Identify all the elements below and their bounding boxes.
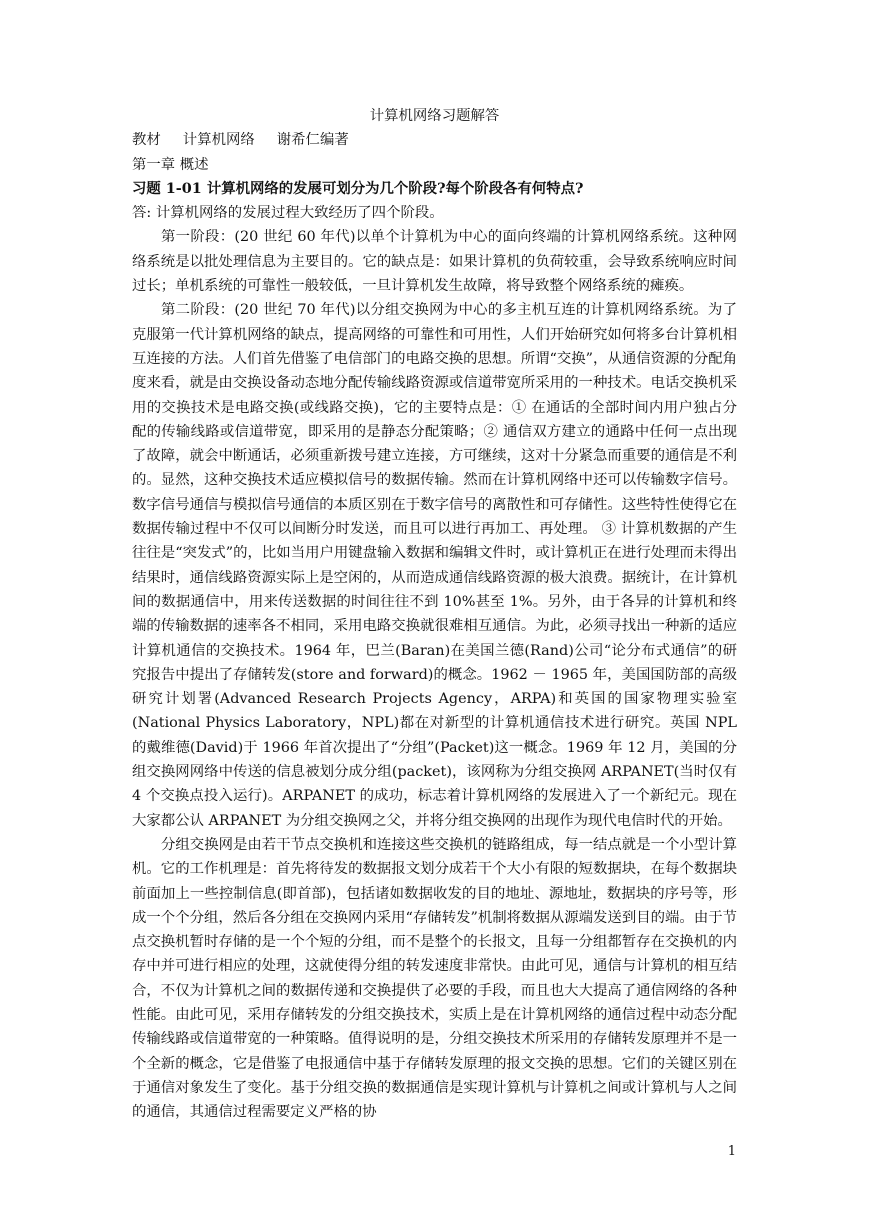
paragraph-stage-one: 第一阶段：(20 世纪 60 年代)以单个计算机为中心的面向终端的计算机网络系统。这种网络系统是以批处理信息为主要目的。它的缺点是：如果计算机的负荷较重，会导致系统响应时间过长；单机系统的可靠性一般较低，一旦计算机发生故障，将导致整个网络系统的瘫痪。 <box>132 229 737 295</box>
paragraph-packet-switching: 分组交换网是由若干节点交换机和连接这些交换机的链路组成，每一结点就是一个小型计算机。它的工作机理是：首先将待发的数据报文划分成若干个大小有限的短数据块，在每个数据块前面加上一些控制信息(即首部)，包括诸如数据收发的目的地址、源地址，数据块的序号等，形成一个个分组，然后各分组在交换网内采用“存储转发”机制将数据从源端发送到目的端。由于节点交换机暂时存储的是一个个短的分组，而不是整个的长报文，且每一分组都暂存在交换机的内存中并可进行相应的处理，这就使得分组的转发速度非常快。由此可见，通信与计算机的相互结合，不仅为计算机之间的数据传递和交换提供了必要的手段，而且也大大提高了通信网络的各种性能。由此可见，采用存储转发的分组交换技术，实质上是在计算机网络的通信过程中动态分配传输线路或信道带宽的一种策略。值得说明的是，分组交换技术所采用的存储转发原理并不是一个全新的概念，它是借鉴了电报通信中基于存储转发原理的报文交换的思想。它们的关键区别在于通信对象发生了变化。基于分组交换的数据通信是实现计算机与计算机之间或计算机与人之间的通信，其通信过程需要定义严格的协 <box>132 836 737 1121</box>
textbook-line <box>132 128 737 152</box>
question-heading: 习题 1-01 计算机网络的发展可划分为几个阶段?每个阶段各有何特点? <box>132 179 584 197</box>
textbook-name: 计算机网络 <box>182 132 255 149</box>
textbook-prefix: 教材 <box>132 132 161 149</box>
chapter-heading: 第一章 概述 <box>132 156 209 173</box>
answer-intro: 答: 计算机网络的发展过程大致经历了四个阶段。 <box>132 205 444 222</box>
author: 谢希仁编著 <box>276 132 349 149</box>
paragraph-stage-two: 第二阶段：(20 世纪 70 年代)以分组交换网为中心的多主机互连的计算机网络系统。为了克服第一代计算机网络的缺点，提高网络的可靠性和可用性，人们开始研究如何将多台计算机相互连接的方法。人们首先借鉴了电信部门的电路交换的思想。所谓“交换”，从通信资源的分配角度来看，就是由交换设备动态地分配传输线路资源或信道带宽所采用的一种技术。电话交换机采用的交换技术是电路交换(或线路交换)，它的主要特点是：① 在通话的全部时间内用户独占分配的传输线路或信道带宽，即采用的是静态分配策略；② 通信双方建立的通路中任何一点出现了故障，就会中断通话，必须重新拨号建立连接，方可继续，这对十分紧急而重要的通信是不利的。显然，这种交换技术适应模拟信号的数据传输。然而在计算机网络中还可以传输数字信号。数字信号通信与模拟信号通信的本质区别在于数字信号的离散性和可存储性。这些特性使得它在数据传输过程中不仅可以间断分时发送，而且可以进行再加工、再处理。 ③ 计算机数据的产生往往是“突发式”的，比如当用户用键盘输入数据和编辑文件时，或计算机正在进行处理而未得出结果时，通信线路资源实际上是空闲的，从而造成通信线路资源的极大浪费。据统计，在计算机间的数据通信中，用来传送数据的时间往往不到 10%甚至 1%。另外，由于各异的计算机和终端的传输数据的速率各不相同，采用电路交换就很难相互通信。为此，必须寻找出一种新的适应计算机通信的交换技术。1964 年，巴兰(Baran)在美国兰德(Rand)公司“论分布式通信”的研究报告中提出了存储转发(store and forward)的概念。1962 － 1965 年，美国国防部的高级研究计划署(Advanced Research Projects Agency，ARPA)和英国的国家物理实验室(National Physics Laboratory，NPL)都在对新型的计算机通信技术进行研究。英国 NPL 的戴维德(David)于 1966 年首次提出了“分组”(Packet)这一概念。1969 年 12 月，美国的分组交换网网络中传送的信息被划分成分组(packet)，该网称为分组交换网 ARPANET(当时仅有 4 个交换点投入运行)。ARPANET 的成功，标志着计算机网络的发展进入了一个新纪元。现在大家都公认 ARPANET 为分组交换网之父，并将分组交换网的出现作为现代电信时代的开始。 <box>132 302 737 829</box>
document-title: 计算机网络习题解答 <box>369 108 500 124</box>
page-number: 1 <box>727 1144 736 1159</box>
